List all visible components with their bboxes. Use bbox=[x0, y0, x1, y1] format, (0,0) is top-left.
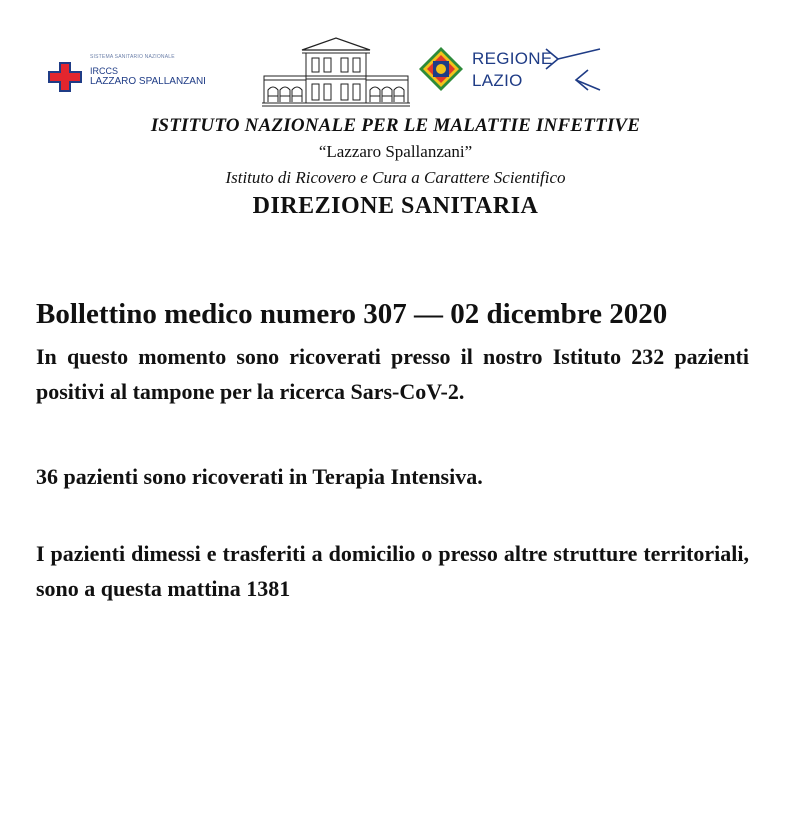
document-header bbox=[0, 113, 791, 222]
bulletin-paragraph-hospitalized: In questo momento sono ricoverati presso il nostro Istituto 232 pazienti positivi al tampone per la ricerca Sars-CoV-2. bbox=[36, 344, 749, 404]
bulletin-paragraph-intensive-care: 36 pazienti sono ricoverati in Terapia Intensiva. bbox=[36, 464, 483, 489]
spallanzani-name: LAZZARO SPALLANZANI bbox=[90, 76, 206, 87]
irccs-label: IRCCS bbox=[90, 66, 119, 76]
institute-type: Istituto di Ricovero e Cura a Carattere Scientifico bbox=[225, 168, 566, 187]
institute-subtitle: “Lazzaro Spallanzani” bbox=[318, 142, 473, 161]
logo-bar bbox=[0, 36, 791, 112]
regione-lazio-logo bbox=[418, 46, 608, 96]
institute-building-icon bbox=[262, 36, 410, 108]
medical-cross-icon bbox=[48, 62, 82, 92]
ssn-label: SISTEMA SANITARIO NAZIONALE bbox=[90, 54, 175, 60]
spallanzani-logo bbox=[48, 52, 258, 92]
direction-heading: DIREZIONE SANITARIA bbox=[252, 193, 539, 219]
regione-line1: REGIONE bbox=[472, 49, 553, 68]
bulletin-body bbox=[36, 296, 749, 606]
bulletin-paragraph-discharged: I pazienti dimessi e trasferiti a domicilio o presso altre strutture territoriali, sono a questa mattina 1381 bbox=[36, 541, 749, 601]
institute-name: ISTITUTO NAZIONALE PER LE MALATTIE INFETTIVE bbox=[150, 115, 641, 136]
bulletin-title: Bollettino medico numero 307 — 02 dicembre 2020 bbox=[36, 298, 668, 330]
regione-emblem-icon bbox=[418, 46, 464, 92]
regione-arrows-icon bbox=[538, 46, 608, 92]
regione-line2: LAZIO bbox=[472, 71, 523, 90]
